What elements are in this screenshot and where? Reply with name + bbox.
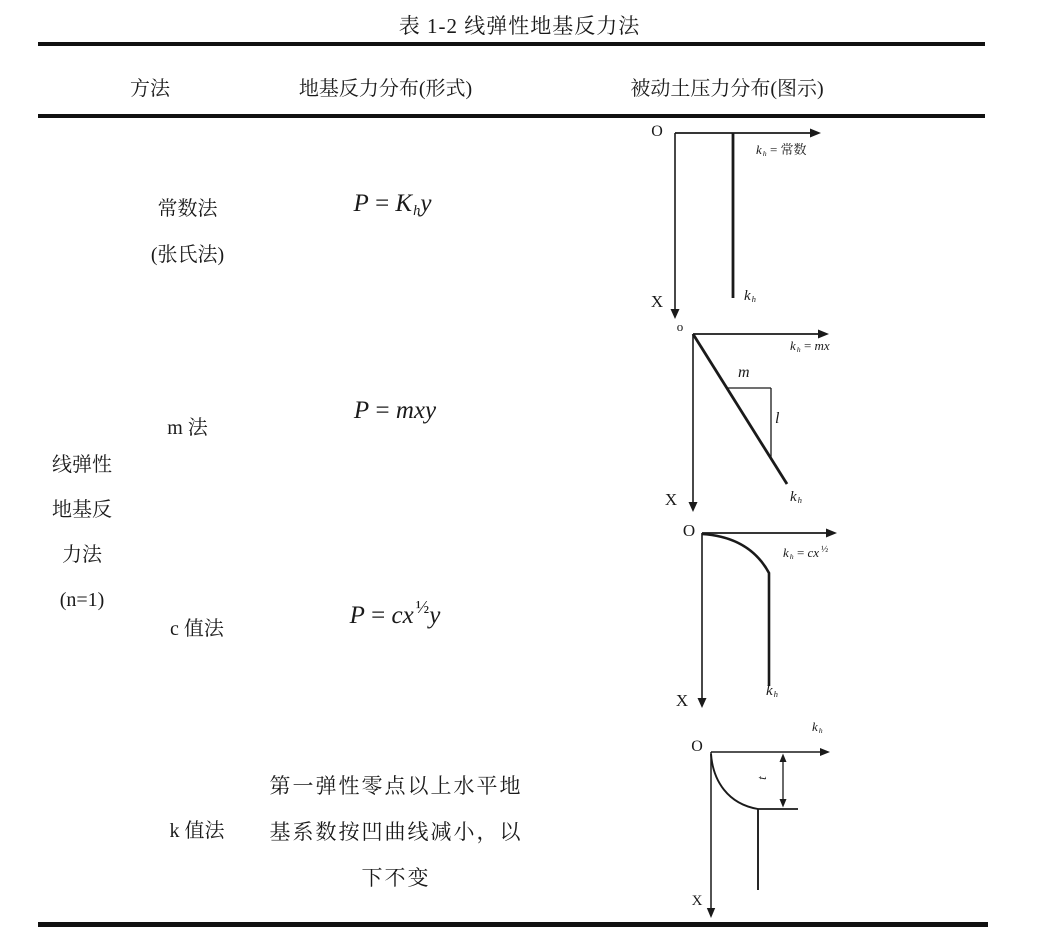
- table-header-rule: [38, 114, 985, 118]
- pressure-distribution-line: [693, 334, 787, 484]
- x-axis-label: X: [664, 490, 678, 509]
- depth-l-label: l: [775, 410, 780, 427]
- vertical-axis-arrowhead: [698, 698, 707, 708]
- dimension-t-label: t: [753, 776, 769, 780]
- x-axis-label: X: [650, 292, 664, 311]
- group-label-line: 地基反: [52, 499, 112, 521]
- column-header-method: 方法: [130, 78, 170, 100]
- formula-m: P = mxy: [353, 397, 437, 424]
- vertical-axis-arrowhead: [707, 908, 715, 918]
- method-cell-k: [133, 808, 261, 854]
- group-label-line: 力法: [62, 544, 102, 566]
- pressure-distribution-curve: [711, 754, 758, 809]
- method-note: (张氏法): [150, 244, 225, 266]
- vertical-axis-arrowhead: [689, 502, 698, 512]
- slope-m-label: m: [738, 364, 750, 381]
- table-top-rule: [38, 42, 985, 46]
- distribution-equation: kh = 常数: [756, 142, 807, 158]
- method-cell-constant: [125, 186, 250, 278]
- description-line: 第一弹性零点以上水平地: [269, 774, 523, 798]
- origin-label: O: [651, 123, 663, 140]
- axis-kh-label: kh: [812, 719, 823, 735]
- dimension-arrowhead-down: [780, 799, 787, 808]
- method-name: m 法: [167, 417, 208, 439]
- diagram-k-method: [640, 712, 940, 925]
- horizontal-axis-arrowhead: [820, 748, 830, 756]
- column-header-diagram: 被动土压力分布(图示): [630, 78, 824, 100]
- dimension-arrowhead-up: [780, 754, 787, 763]
- column-header-distribution: 地基反力分布(形式): [298, 78, 473, 100]
- distribution-label: kh: [766, 683, 779, 700]
- pressure-distribution-curve: [702, 534, 769, 686]
- distribution-label: kh: [744, 288, 757, 305]
- group-label-line: 线弹性: [52, 454, 112, 476]
- origin-label: O: [682, 521, 696, 540]
- formula-c: P = cx $^{\frac{1}{2}}$y: [349, 597, 441, 629]
- description-line: 下不变: [361, 866, 431, 890]
- origin-label: o: [676, 319, 684, 334]
- method-name: 常数法: [157, 198, 218, 220]
- group-label-line: (n=1): [59, 589, 105, 611]
- origin-label: O: [691, 738, 703, 755]
- table-title: 表 1-2 线弹性地基反力法: [398, 14, 641, 38]
- description-line: 基系数按凹曲线减小，以: [269, 820, 523, 844]
- distribution-equation: kh = cx $^{\frac{1}{2}}$: [783, 545, 829, 562]
- method-cell-m: [125, 405, 250, 451]
- formula-constant: P = Khy: [353, 190, 432, 219]
- description-cell-k: [248, 763, 544, 901]
- horizontal-axis-arrowhead: [826, 529, 837, 538]
- method-cell-c: [133, 606, 261, 652]
- row-group-label: [26, 443, 138, 623]
- table-bottom-rule: [38, 922, 988, 927]
- x-axis-label: X: [691, 893, 703, 909]
- method-name: c 值法: [170, 618, 224, 640]
- x-axis-label: X: [675, 691, 689, 710]
- horizontal-axis-arrowhead: [810, 129, 821, 138]
- method-name: k 值法: [169, 820, 225, 842]
- distribution-label: kh: [790, 489, 803, 506]
- distribution-equation: kh = mx: [790, 338, 830, 354]
